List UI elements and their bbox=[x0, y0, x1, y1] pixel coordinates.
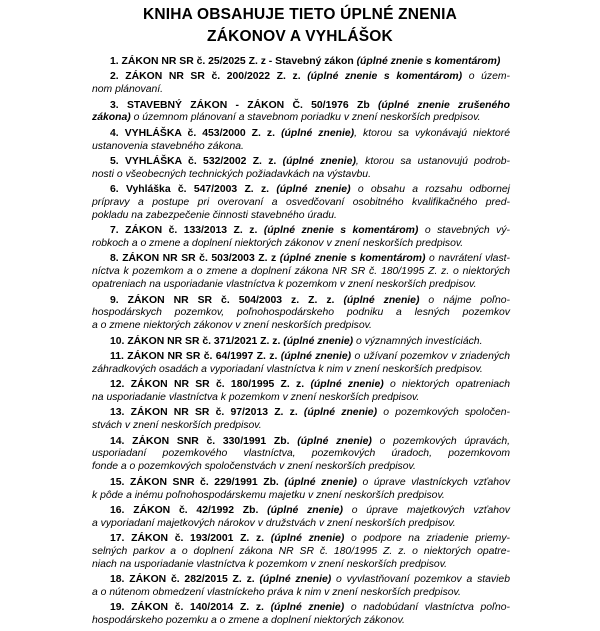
text-segment: níctva k pozemkom a o zmene a doplnení zákona NR SR č. 180/1995 Z. z. o niektorých bbox=[92, 266, 510, 278]
list-item-line bbox=[92, 71, 510, 84]
text-segment: hospodárskych pozemkov, poľnohospodárskeho podniku a lesných pozemkov bbox=[92, 307, 510, 319]
text-segment: o nadobúdaní vlastníctva poľno- bbox=[344, 602, 510, 614]
text-segment: 8. ZÁKON NR SR č. 503/2003 Z. z bbox=[110, 253, 280, 265]
text-segment: o užívaní pozemkov v zriadených bbox=[351, 350, 511, 362]
text-segment: fonde a o pozemkových spoločenstvách v znení neskorších predpisov. bbox=[92, 461, 416, 473]
list-item-line bbox=[92, 448, 510, 461]
text-segment: o územnom plánovaní a stavebnom poriadku v znení neskorších predpisov. bbox=[130, 112, 481, 124]
text-segment: 17. ZÁKON č. 193/2001 Z. z. bbox=[110, 533, 271, 545]
text-segment: 4. VYHLÁŠKA č. 453/2000 Z. z. bbox=[110, 127, 282, 139]
text-segment: 14. ZÁKON SNR č. 330/1991 Zb. bbox=[110, 435, 298, 447]
list-item-line bbox=[92, 225, 510, 238]
title-line-1: KNIHA OBSAHUJE TIETO ÚPLNÉ ZNENIA bbox=[142, 6, 458, 23]
text-segment: 5. VYHLÁŠKA č. 532/2002 Z. z. bbox=[110, 155, 283, 167]
text-segment: (úplné znenie) bbox=[270, 602, 345, 614]
text-segment: o podpore na zriadenie priemy- bbox=[344, 533, 510, 545]
text-segment: 12. ZÁKON NR SR č. 180/1995 Z. z. bbox=[110, 379, 311, 391]
list-item-line bbox=[92, 184, 510, 197]
text-segment: (úplné znenie) bbox=[267, 504, 343, 516]
text-segment: (úplné znenie zrušeného bbox=[377, 99, 510, 111]
text-segment: (úplné znenie) bbox=[284, 476, 357, 488]
list-item-line bbox=[92, 238, 510, 251]
text-segment: 11. ZÁKON NR SR č. 64/1997 Z. z. bbox=[110, 350, 281, 362]
text-segment: selných parkov a o doplnení zákona NR SR č. 180/1995 Z. z. o niektorých opatre- bbox=[92, 545, 510, 557]
text-segment: (úplné znenie) bbox=[283, 335, 354, 347]
list-item bbox=[92, 336, 510, 349]
list-item bbox=[92, 477, 510, 503]
text-segment: (úplné znenie) bbox=[280, 350, 352, 362]
text-segment: o pozemkových spoločen- bbox=[377, 407, 510, 419]
text-segment: 19. ZÁKON č. 140/2014 Z. z. bbox=[110, 602, 271, 614]
text-segment: 3. STAVEBNÝ ZÁKON - ZÁKON Č. 50/1976 Zb bbox=[110, 99, 378, 111]
list-item-line bbox=[92, 56, 510, 69]
text-segment: a vyporiadaní majetkových nárokov v družstvách v znení neskorších predpisov. bbox=[92, 517, 456, 529]
text-segment: , ktorou sa vykonávajú niektoré bbox=[354, 127, 510, 139]
text-segment: o významných investíciách. bbox=[353, 335, 483, 347]
text-segment: 1. ZÁKON NR SR č. 25/2025 Z. z - Stavebný zákon bbox=[110, 56, 357, 67]
list-item-line bbox=[92, 307, 510, 320]
text-segment: 15. ZÁKON SNR č. 229/1991 Zb. bbox=[110, 476, 285, 488]
page-title bbox=[0, 4, 600, 48]
list-item-line bbox=[92, 100, 510, 113]
text-segment: o navrátení vlast- bbox=[425, 253, 510, 265]
text-segment: 7. ZÁKON č. 133/2013 Z. z. bbox=[110, 225, 264, 237]
list-item bbox=[92, 156, 510, 182]
text-segment: (úplné znenie s komentárom) bbox=[263, 225, 419, 237]
list-item-line bbox=[92, 574, 510, 587]
list-item bbox=[92, 295, 510, 334]
text-segment: a o zmene niektorých zákonov v znení neskorších predpisov. bbox=[92, 320, 372, 332]
text-segment: (úplné znenie) bbox=[303, 407, 378, 419]
text-segment: (úplné znenie s komentárom) bbox=[307, 71, 463, 83]
text-segment: o pozemkových úpravách, bbox=[371, 435, 510, 447]
text-segment: niach na usporiadanie vlastníctva k pozemkom v znení neskorších predpisov. bbox=[92, 558, 448, 570]
text-segment: 10. ZÁKON NR SR č. 371/2021 Z. z. bbox=[110, 335, 284, 347]
list-item bbox=[92, 351, 510, 377]
list-item-line bbox=[92, 197, 510, 210]
text-segment: 6. Vyhláška č. 547/2003 Z. z. bbox=[110, 184, 277, 196]
text-segment: o úprave majetkových vzťahov bbox=[342, 504, 510, 516]
text-segment: (úplné znenie) bbox=[297, 435, 372, 447]
list-item-line bbox=[92, 351, 510, 364]
list-item-line bbox=[92, 505, 510, 518]
list-item-line bbox=[92, 84, 510, 97]
text-segment: (úplné znenie) bbox=[281, 127, 355, 139]
text-segment: hospodárskeho pozemku a o zmene a doplnení niektorých zákonov. bbox=[92, 615, 405, 627]
title-line-2: ZÁKONOV A VYHLÁŠOK bbox=[207, 28, 393, 45]
text-segment: o obsahu a rozsahu odbornej bbox=[350, 184, 510, 196]
list-item-line bbox=[92, 156, 510, 169]
list-item bbox=[92, 56, 510, 69]
list-item-line bbox=[92, 141, 510, 154]
text-segment: o úprave vlastníckych vzťahov bbox=[356, 476, 510, 488]
list-item-line bbox=[92, 266, 510, 279]
list-item-line bbox=[92, 320, 510, 333]
text-segment: (úplné znenie s komentárom) bbox=[356, 56, 501, 67]
list-item-line bbox=[92, 559, 510, 572]
list-item-line bbox=[92, 518, 510, 531]
text-segment: nom plánovaní. bbox=[92, 84, 164, 96]
list-item-line bbox=[92, 490, 510, 503]
list-item bbox=[92, 71, 510, 97]
text-segment: (úplné znenie) bbox=[259, 574, 332, 586]
list-item-line bbox=[92, 461, 510, 474]
text-segment: opatreniach na usporiadanie vlastníctva k pozemkom v znení neskorších predpisov. bbox=[92, 279, 477, 291]
list-item bbox=[92, 184, 510, 223]
text-segment: 18. ZÁKON č. 282/2015 Z. z. bbox=[110, 574, 260, 586]
text-segment: robkoch a o zmene a doplnení niektorých zákonov v znení neskorších predpisov. bbox=[92, 238, 464, 250]
list-item bbox=[92, 100, 510, 126]
list-item-line bbox=[92, 379, 510, 392]
text-segment: (úplné znenie s komentárom) bbox=[279, 253, 426, 265]
list-item-line bbox=[92, 279, 510, 292]
list-item bbox=[92, 505, 510, 531]
text-segment: ustanovenia stavebného zákona. bbox=[92, 140, 244, 152]
list-item-line bbox=[92, 210, 510, 223]
list-item-line bbox=[92, 336, 510, 349]
list-item bbox=[92, 253, 510, 292]
text-segment: zákona) bbox=[92, 112, 131, 124]
text-segment: usporiadaní pozemkového vlastníctva, pozemkových úradoch, pozemkovom bbox=[92, 448, 510, 460]
text-segment: záhradkových osadách a vyporiadaní vlastníctva k nim v znení neskorších predpisov. bbox=[92, 363, 483, 375]
list-item-line bbox=[92, 295, 510, 308]
text-segment: nosti o všeobecných technických požiadavkách na výstavbu. bbox=[92, 168, 371, 180]
list-item bbox=[92, 436, 510, 475]
text-segment: (úplné znenie) bbox=[343, 294, 420, 306]
list-item bbox=[92, 533, 510, 572]
law-list bbox=[92, 56, 510, 631]
text-segment: (úplné znenie) bbox=[276, 184, 351, 196]
list-item-line bbox=[92, 602, 510, 615]
list-item-line bbox=[92, 128, 510, 141]
list-item-line bbox=[92, 392, 510, 405]
text-segment: pokladu na zabezpečenie činnosti stavebného úradu. bbox=[92, 209, 337, 221]
text-segment: , ktorou sa ustanovujú podrob- bbox=[355, 155, 510, 167]
list-item bbox=[92, 128, 510, 154]
list-item-line bbox=[92, 533, 510, 546]
list-item bbox=[92, 407, 510, 433]
list-item-line bbox=[92, 253, 510, 266]
list-item-line bbox=[92, 112, 510, 125]
text-segment: o nájme poľno- bbox=[419, 294, 510, 306]
text-segment: 9. ZÁKON NR SR č. 504/2003 z. Z. z. bbox=[110, 294, 344, 306]
list-item-line bbox=[92, 615, 510, 628]
text-segment: o územ- bbox=[462, 71, 510, 83]
list-item bbox=[92, 574, 510, 600]
text-segment: o stavebných vý- bbox=[418, 225, 510, 237]
text-segment: k pôde a inému poľnohospodárskemu majetku v znení neskorších predpisov. bbox=[92, 489, 445, 501]
text-segment: (úplné znenie) bbox=[310, 379, 384, 391]
text-segment: 16. ZÁKON č. 42/1992 Zb. bbox=[110, 504, 268, 516]
list-item bbox=[92, 379, 510, 405]
list-item-line bbox=[92, 477, 510, 490]
list-item-line bbox=[92, 169, 510, 182]
text-segment: na usporiadanie vlastníctva k pozemkom v znení neskorších predpisov. bbox=[92, 392, 420, 404]
list-item-line bbox=[92, 587, 510, 600]
text-segment: 13. ZÁKON NR SR č. 97/2013 Z. z. bbox=[110, 407, 304, 419]
list-item bbox=[92, 602, 510, 628]
text-segment: prípravy a postupe pri overovaní a osvedčovaní osobitného kvalifikačného pred- bbox=[92, 197, 510, 209]
text-segment: o niektorých opatreniach bbox=[383, 379, 510, 391]
text-segment: (úplné znenie) bbox=[270, 533, 345, 545]
list-item-line bbox=[92, 407, 510, 420]
text-segment: (úplné znenie) bbox=[282, 155, 356, 167]
text-segment: a o nútenom obmedzení vlastníckeho práva k nim v znení neskorších predpisov. bbox=[92, 587, 461, 599]
text-segment: o vyvlastňovaní pozemkov a stavieb bbox=[331, 574, 510, 586]
list-item-line bbox=[92, 364, 510, 377]
text-segment: stvách v znení neskorších predpisov. bbox=[92, 420, 262, 432]
list-item-line bbox=[92, 546, 510, 559]
list-item bbox=[92, 225, 510, 251]
list-item-line bbox=[92, 436, 510, 449]
list-item-line bbox=[92, 420, 510, 433]
text-segment: 2. ZÁKON NR SR č. 200/2022 Z. z. bbox=[110, 71, 308, 83]
